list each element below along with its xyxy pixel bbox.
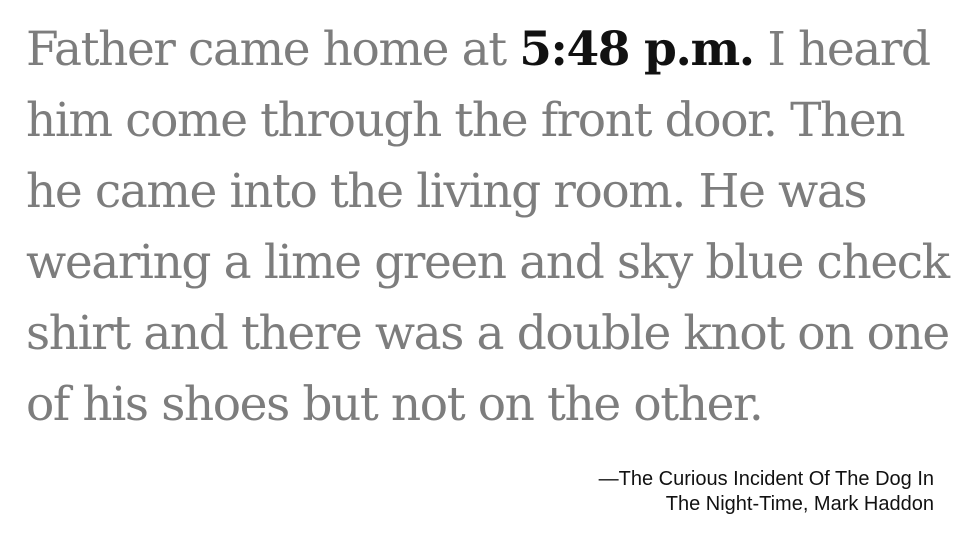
quote-line-5: shirt and there was a double knot on one xyxy=(26,306,949,361)
attribution-line-1: —The Curious Incident Of The Dog In xyxy=(598,468,934,490)
quote-line-1-end: I heard xyxy=(753,22,930,77)
quote-line-6: of his shoes but not on the other. xyxy=(26,377,763,432)
attribution xyxy=(599,467,934,517)
quote-line-3: he came into the living room. He was xyxy=(26,164,867,219)
attribution-line-2: The Night-Time, Mark Haddon xyxy=(665,493,934,515)
quote-line-4: wearing a lime green and sky blue check xyxy=(26,235,949,290)
time-highlight: 5:48 p.m. xyxy=(519,22,754,77)
quote-line-1 xyxy=(26,14,946,85)
quote-text xyxy=(26,14,949,440)
quote-line-1-start: Father came home at xyxy=(26,22,520,77)
quote-line-2: him come through the front door. Then xyxy=(26,93,905,148)
